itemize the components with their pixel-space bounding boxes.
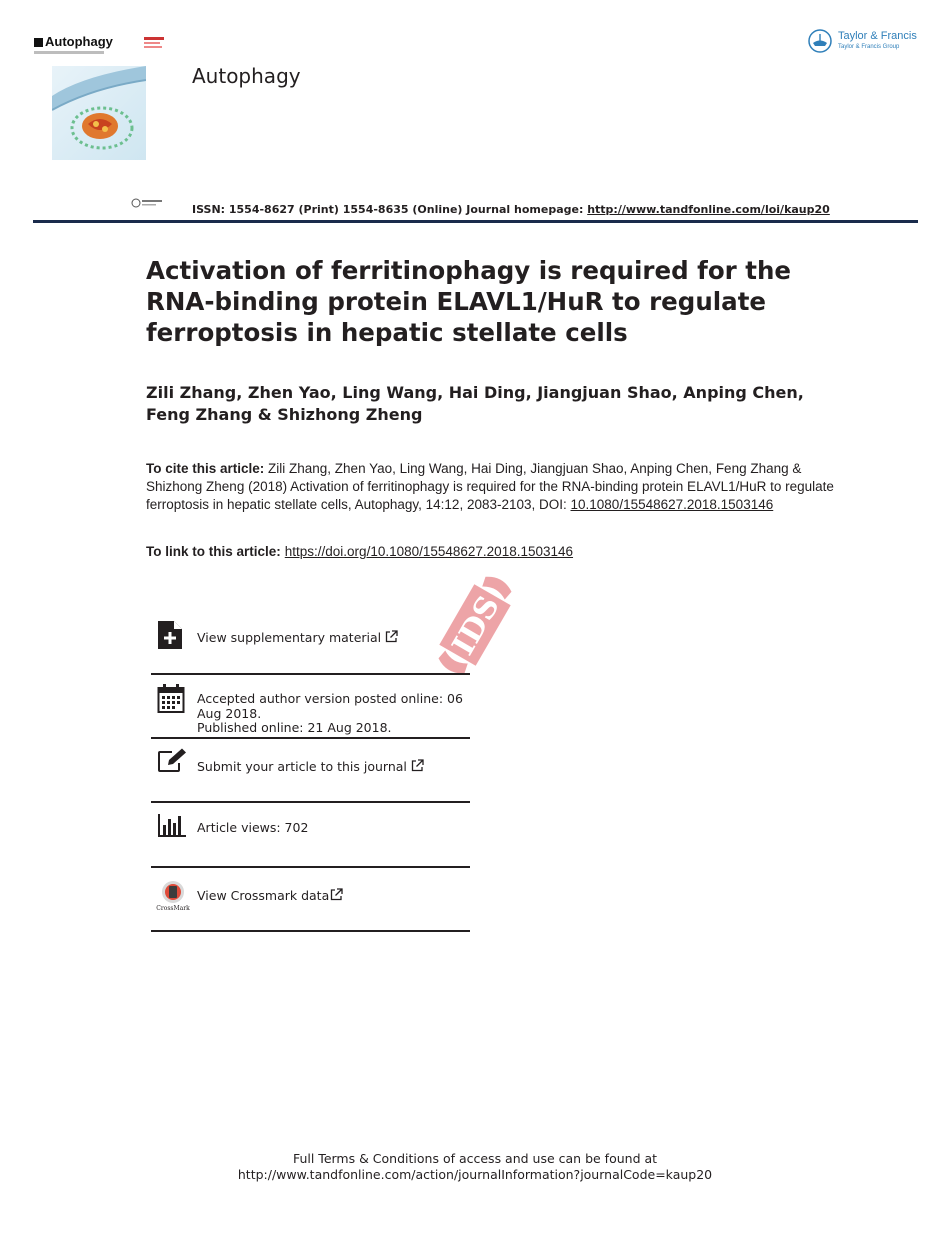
external-link-icon <box>411 759 424 772</box>
article-authors: Zili Zhang, Zhen Yao, Ling Wang, Hai Ding, Jiangjuan Shao, Anping Chen, Feng Zhang & Shizhong Zheng <box>146 383 804 424</box>
footer <box>0 1151 950 1183</box>
ids-watermark <box>410 560 540 690</box>
publisher-small-logo-icon <box>131 198 165 208</box>
accepted-date-line2: Aug 2018. <box>197 705 262 721</box>
article-link-block <box>146 544 846 559</box>
cover-subtitle-bar <box>34 51 104 54</box>
row-divider <box>151 801 470 803</box>
cover-logo: Autophagy <box>34 34 113 49</box>
row-divider <box>151 673 470 675</box>
submit-label: Submit your article to this journal <box>197 759 407 774</box>
cover-illustration <box>52 66 146 160</box>
publisher-name: Taylor & Francis <box>838 30 917 42</box>
external-link-icon <box>330 888 343 901</box>
external-link-icon <box>385 630 398 643</box>
issn-line <box>192 203 830 216</box>
article-doi-url[interactable]: https://doi.org/10.1080/15548627.2018.1503146 <box>284 544 574 559</box>
crossmark-label: View Crossmark data <box>197 888 330 903</box>
citation-label: To cite this article: <box>146 461 265 476</box>
publisher-logo <box>808 28 928 58</box>
article-link-label: To link to this article: <box>146 544 281 559</box>
journal-name: Autophagy <box>192 64 301 88</box>
published-date: Published online: 21 Aug 2018. <box>197 720 392 735</box>
journal-homepage-link[interactable]: http://www.tandfonline.com/loi/kaup20 <box>587 203 830 216</box>
accepted-date-line1: Accepted author version posted online: 06 <box>197 691 463 706</box>
row-divider <box>151 866 470 868</box>
footer-terms-url[interactable]: http://www.tandfonline.com/action/journalInformation?journalCode=kaup20 <box>237 1167 713 1182</box>
article-title: Activation of ferritinophagy is required for the RNA-binding protein ELAVL1/HuR to regulate ferroptosis in hepatic stellate cells <box>146 256 792 347</box>
header-divider <box>33 220 918 223</box>
publisher-circle-logo <box>808 29 832 53</box>
row-divider <box>151 930 470 932</box>
calendar-icon <box>157 684 185 714</box>
supplementary-label: View supplementary material <box>197 630 382 645</box>
crossmark-icon <box>156 880 190 912</box>
citation-doi-link[interactable]: 10.1080/15548627.2018.1503146 <box>570 497 774 513</box>
issn-text: ISSN: 1554-8627 (Print) 1554-8635 (Online) Journal homepage: <box>192 203 588 216</box>
edit-icon <box>157 748 187 774</box>
supplementary-file-icon <box>157 620 183 650</box>
row-divider <box>151 737 470 739</box>
cover-badge-icon <box>144 37 164 49</box>
footer-terms-text: Full Terms & Conditions of access and use can be found at <box>292 1151 658 1166</box>
svg-text:IDS: IDS <box>445 590 507 662</box>
journal-cover-thumbnail <box>34 34 166 162</box>
citation-block <box>146 460 846 515</box>
crossmark-badge-text: CrossMark <box>156 905 190 912</box>
bar-chart-icon <box>158 814 186 838</box>
citation-text: Zili Zhang, Zhen Yao, Ling Wang, Hai Ding, Jiangjuan Shao, Anping Chen, Feng Zhang & Shizhong Zheng (2018) Activation of ferritinophagy is required for the RNA-binding protein ELAVL1/HuR to regulate ferroptosis in hepatic stellate cells, Autophagy, 14:12, 2083-2103, DOI: <box>146 461 834 513</box>
publisher-group: Taylor & Francis Group <box>838 44 900 50</box>
article-views: Article views: 702 <box>197 820 309 835</box>
